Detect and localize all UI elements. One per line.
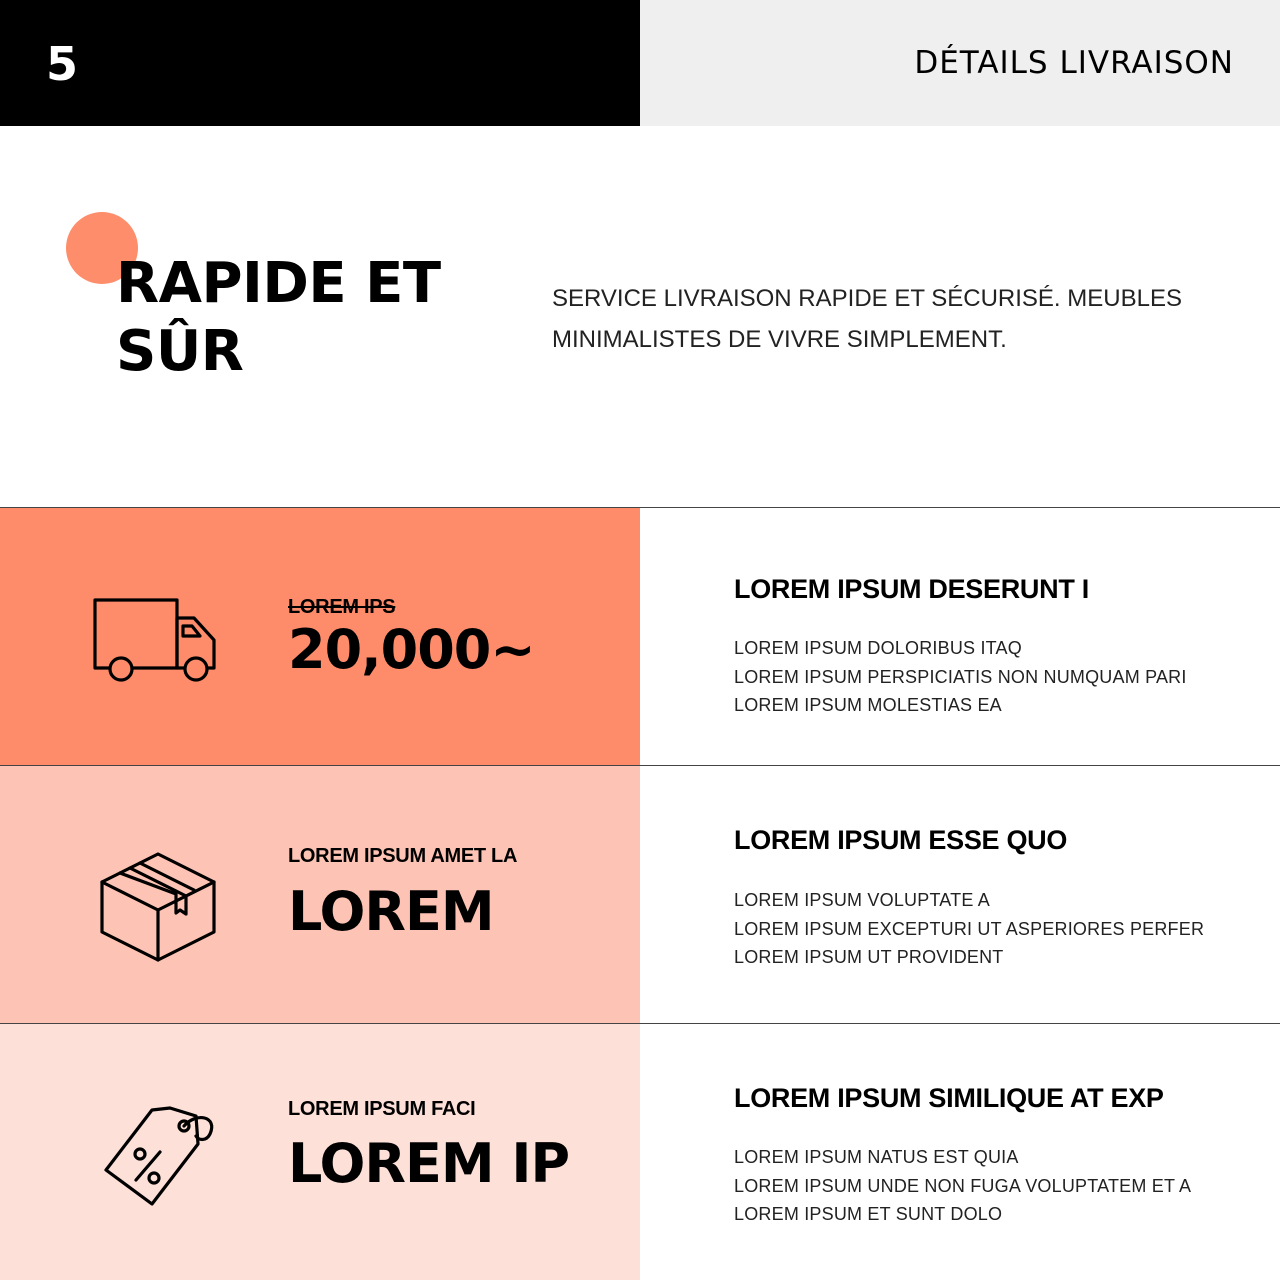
feature-row-info-panel <box>640 766 1280 1023</box>
info-lines <box>734 1143 1191 1229</box>
feature-row-stat-panel <box>0 766 640 1023</box>
info-title: LOREM IPSUM SIMILIQUE AT EXP <box>734 1083 1164 1113</box>
info-title: LOREM IPSUM ESSE QUO <box>734 825 1068 855</box>
stat-value: 20,000~ <box>288 618 535 681</box>
info-line: LOREM IPSUM UT PROVIDENT <box>734 947 1004 967</box>
info-line: LOREM IPSUM NATUS EST QUIA <box>734 1147 1019 1167</box>
feature-row-stat-panel <box>0 1024 640 1280</box>
hero-description: SERVICE LIVRAISON RAPIDE ET SÉCURISÉ. MEUBLES MINIMALISTES DE VIVRE SIMPLEMENT. <box>552 285 1182 353</box>
feature-row-stat-panel <box>0 508 640 765</box>
header-left-panel <box>0 0 640 126</box>
info-line: LOREM IPSUM VOLUPTATE A <box>734 890 990 910</box>
feature-row-info-panel <box>640 508 1280 765</box>
stat-label: LOREM IPSUM FACI <box>288 1098 476 1120</box>
box-icon <box>98 844 218 964</box>
info-line: LOREM IPSUM DOLORIBUS ITAQ <box>734 638 1022 658</box>
feature-row <box>0 766 1280 1023</box>
header-right-panel <box>640 0 1280 126</box>
hero-section <box>0 126 1280 507</box>
discount-tag-icon <box>100 1094 220 1214</box>
info-line: LOREM IPSUM UNDE NON FUGA VOLUPTATEM ET A <box>734 1175 1192 1196</box>
feature-row-info-panel <box>640 1024 1280 1280</box>
stat-label: LOREM IPS <box>288 596 396 618</box>
info-line: LOREM IPSUM MOLESTIAS EA <box>734 695 1002 715</box>
hero-title <box>116 250 516 386</box>
page-number: 5 <box>46 37 79 91</box>
info-line: LOREM IPSUM PERSPICIATIS NON NUMQUAM PARI <box>734 666 1187 687</box>
info-line: LOREM IPSUM EXCEPTURI UT ASPERIORES PERFER <box>734 918 1205 939</box>
info-line: LOREM IPSUM ET SUNT DOLO <box>734 1204 1003 1224</box>
stat-label: LOREM IPSUM AMET LA <box>288 845 518 867</box>
header <box>0 0 1280 126</box>
stat-value: LOREM IP <box>288 1132 570 1195</box>
truck-icon <box>90 588 224 688</box>
feature-row <box>0 508 1280 765</box>
info-lines <box>734 634 1187 720</box>
feature-row <box>0 1024 1280 1280</box>
stat-value: LOREM <box>288 880 494 943</box>
info-title: LOREM IPSUM DESERUNT I <box>734 574 1089 604</box>
info-lines <box>734 886 1204 972</box>
header-title: DÉTAILS LIVRAISON <box>914 45 1234 81</box>
feature-rows <box>0 507 1280 1280</box>
hero-title-line-1: RAPIDE ET <box>116 251 441 316</box>
hero-title-line-2: SÛR <box>116 319 244 384</box>
